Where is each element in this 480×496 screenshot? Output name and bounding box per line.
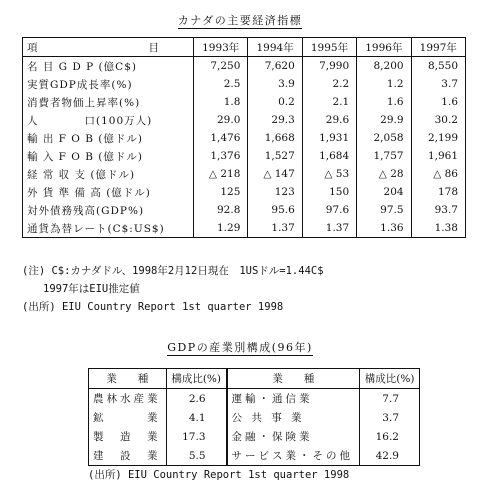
cell-value: 2.2 — [302, 75, 356, 93]
row-label: 消費者物価上昇率(%) — [23, 93, 194, 111]
table-header-row — [23, 38, 466, 57]
cell-value: 29.6 — [302, 111, 356, 129]
cell-value: 1,476 — [194, 129, 248, 147]
industry-name: 建 設 業 — [89, 446, 167, 466]
cell-value: 2.1 — [302, 93, 356, 111]
row-label: 対外債務残高(GDP%) — [23, 201, 194, 219]
header-share-left: 構成比(%) — [166, 369, 226, 389]
source-line-2: (出所) EIU Country Report 1st quarter 1998 — [88, 469, 350, 481]
table-row — [23, 57, 466, 76]
cell-value: △ 86 — [411, 165, 465, 183]
cell-value: 1.37 — [302, 219, 356, 238]
cell-value: 97.5 — [357, 201, 411, 219]
share-value: 16.2 — [360, 427, 420, 446]
cell-value: 1.6 — [357, 93, 411, 111]
cell-value: 1.29 — [194, 219, 248, 238]
cell-value: △ 218 — [194, 165, 248, 183]
cell-value: 1,668 — [248, 129, 302, 147]
cell-value: △ 147 — [248, 165, 302, 183]
table-row — [23, 219, 466, 238]
title-gdp-composition — [0, 339, 480, 355]
cell-value: 29.3 — [248, 111, 302, 129]
industry-name: 運輸・通信業 — [227, 389, 360, 409]
share-value: 2.6 — [166, 389, 226, 409]
gdp-composition-table — [88, 368, 420, 466]
cell-value: 1.6 — [411, 93, 465, 111]
header-share-right: 構成比(%) — [360, 369, 420, 389]
header-1996: 1996年 — [357, 38, 411, 57]
row-label: 名 目 G D P (億C$) — [23, 57, 194, 76]
cell-value: 29.9 — [357, 111, 411, 129]
industry-name: 鉱 業 — [89, 408, 167, 427]
row-label: 実質GDP成長率(%) — [23, 75, 194, 93]
cell-value: 2,199 — [411, 129, 465, 147]
cell-value: 2.5 — [194, 75, 248, 93]
cell-value: 2,058 — [357, 129, 411, 147]
row-label: 輸 入 F O B (億ドル) — [23, 147, 194, 165]
table-row — [89, 427, 420, 446]
cell-value: △ 53 — [302, 165, 356, 183]
share-value: 42.9 — [360, 446, 420, 466]
header-1995: 1995年 — [302, 38, 356, 57]
cell-value: 0.2 — [248, 93, 302, 111]
table-row — [23, 75, 466, 93]
share-value: 4.1 — [166, 408, 226, 427]
share-value: 7.7 — [360, 389, 420, 409]
row-label: 通貨為替レート(C$:US$) — [23, 219, 194, 238]
cell-value: 30.2 — [411, 111, 465, 129]
cell-value: 7,250 — [194, 57, 248, 76]
source-line-1: (出所) EIU Country Report 1st quarter 1998 — [22, 301, 284, 313]
cell-value: 204 — [357, 183, 411, 201]
header-1994: 1994年 — [248, 38, 302, 57]
table-row — [89, 446, 420, 466]
cell-value: 7,990 — [302, 57, 356, 76]
economic-indicators-table — [22, 37, 466, 238]
cell-value: 8,200 — [357, 57, 411, 76]
industry-name: 公 共 事 業 — [227, 408, 360, 427]
cell-value: 1.36 — [357, 219, 411, 238]
table-row — [23, 201, 466, 219]
cell-value: 1,961 — [411, 147, 465, 165]
share-value: 17.3 — [166, 427, 226, 446]
title-text: カナダの主要経済指標 — [177, 14, 303, 27]
industry-name: 金融・保険業 — [227, 427, 360, 446]
row-label: 外 貨 準 備 高 (億ドル) — [23, 183, 194, 201]
table-row — [23, 111, 466, 129]
table-body — [23, 57, 466, 238]
cell-value: △ 28 — [357, 165, 411, 183]
cell-value: 1,376 — [194, 147, 248, 165]
cell-value: 93.7 — [411, 201, 465, 219]
cell-value: 8,550 — [411, 57, 465, 76]
row-label: 人 口(100万人) — [23, 111, 194, 129]
table2-body — [89, 389, 420, 466]
cell-value: 178 — [411, 183, 465, 201]
header-1993: 1993年 — [194, 38, 248, 57]
industry-name: サービス業・その他 — [227, 446, 360, 466]
title-economic-indicators — [0, 12, 480, 28]
share-value: 3.7 — [360, 408, 420, 427]
cell-value: 123 — [248, 183, 302, 201]
table-row — [23, 165, 466, 183]
cell-value: 150 — [302, 183, 356, 201]
cell-value: 95.6 — [248, 201, 302, 219]
table2-header-row — [89, 369, 420, 389]
cell-value: 1.37 — [248, 219, 302, 238]
header-industry-left: 業 種 — [89, 369, 167, 389]
table-row — [23, 129, 466, 147]
share-value: 5.5 — [166, 446, 226, 466]
cell-value: 1.2 — [357, 75, 411, 93]
cell-value: 1,684 — [302, 147, 356, 165]
table-row — [89, 389, 420, 409]
header-item: 項 目 — [23, 38, 194, 57]
table-row — [89, 408, 420, 427]
table-row — [23, 147, 466, 165]
cell-value: 1,757 — [357, 147, 411, 165]
industry-name: 製 造 業 — [89, 427, 167, 446]
cell-value: 1.38 — [411, 219, 465, 238]
title2-text: GDPの産業別構成(96年) — [167, 341, 313, 354]
cell-value: 1.8 — [194, 93, 248, 111]
note-line-2: 1997年はEIU推定値 — [22, 283, 140, 295]
header-industry-right: 業 種 — [227, 369, 360, 389]
row-label: 輸 出 F O B (億ドル) — [23, 129, 194, 147]
cell-value: 7,620 — [248, 57, 302, 76]
cell-value: 1,931 — [302, 129, 356, 147]
note-line-1: (注) C$:カナダドル、1998年2月12日現在 1USドル=1.44C$ — [22, 265, 324, 277]
table-row — [23, 93, 466, 111]
row-label: 経 常 収 支 (億ドル) — [23, 165, 194, 183]
cell-value: 97.6 — [302, 201, 356, 219]
cell-value: 3.7 — [411, 75, 465, 93]
cell-value: 29.0 — [194, 111, 248, 129]
industry-name: 農林水産業 — [89, 389, 167, 409]
cell-value: 3.9 — [248, 75, 302, 93]
cell-value: 92.8 — [194, 201, 248, 219]
table-row — [23, 183, 466, 201]
cell-value: 1,527 — [248, 147, 302, 165]
cell-value: 125 — [194, 183, 248, 201]
header-1997: 1997年 — [411, 38, 465, 57]
